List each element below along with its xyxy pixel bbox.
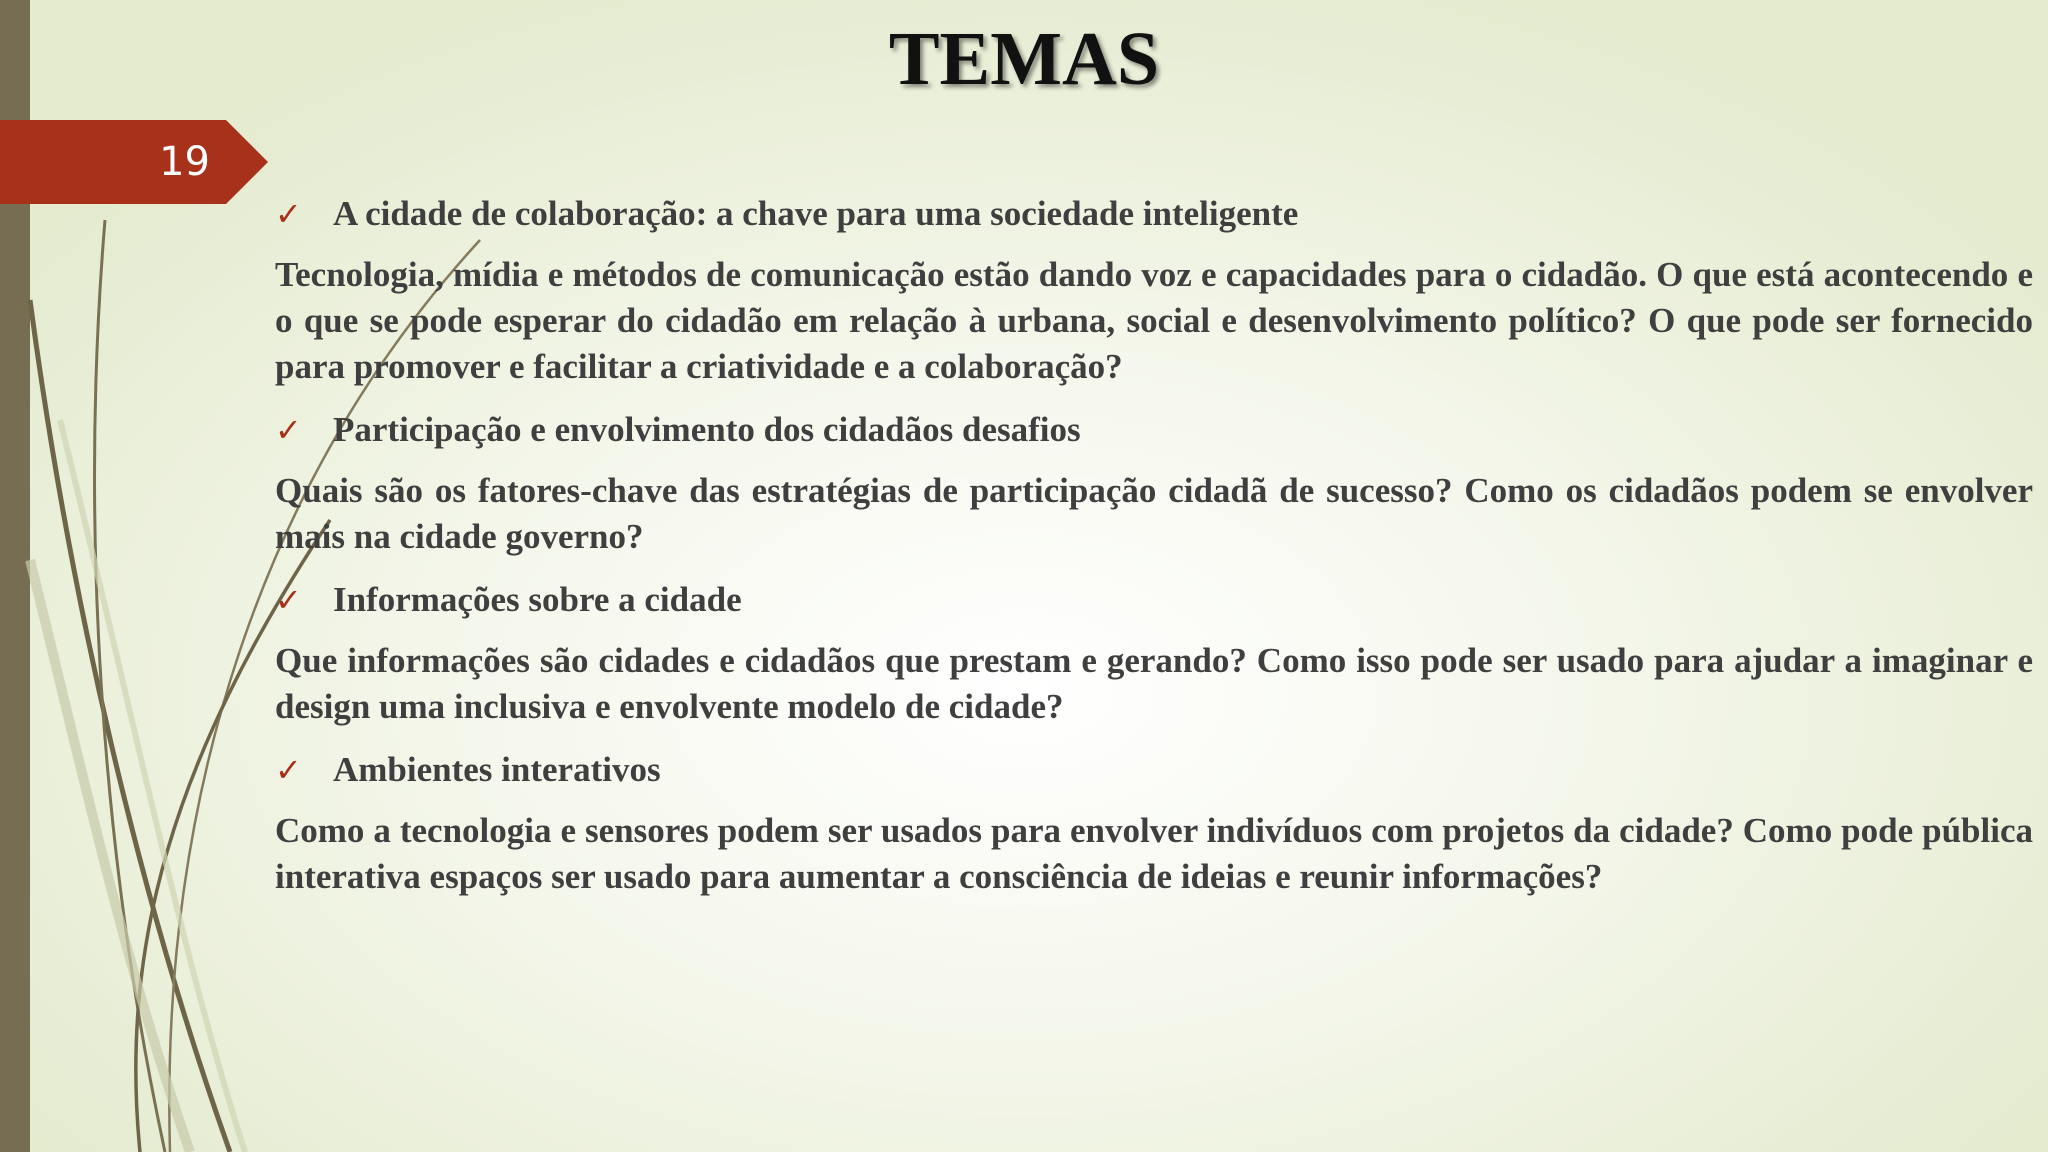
slide-number-tag — [0, 120, 268, 204]
topic-heading-text: Informações sobre a cidade — [333, 580, 742, 619]
topic-heading — [275, 404, 2033, 456]
check-icon: ✓ — [275, 195, 302, 233]
topic-description: Que informações são cidades e cidadãos que prestam e gerando? Como isso pode ser usado para ajudar a imaginar e design uma inclusiva e envolvente modelo de cidade? — [275, 641, 2033, 726]
check-icon: ✓ — [275, 411, 302, 449]
topic-heading-text: Ambientes interativos — [333, 750, 661, 789]
topics-list — [275, 188, 2033, 914]
check-icon: ✓ — [275, 581, 302, 619]
slide-number: 19 — [159, 139, 210, 185]
topic-heading — [275, 188, 2033, 240]
topic-heading-text: Participação e envolvimento dos cidadãos desafios — [333, 410, 1081, 449]
topic-heading — [275, 744, 2033, 796]
topic-description: Quais são os fatores-chave das estratégias de participação cidadã de sucesso? Como os cidadãos podem se envolver mais na cidade governo? — [275, 471, 2033, 556]
topic-heading-text: A cidade de colaboração: a chave para uma sociedade inteligente — [333, 194, 1299, 233]
check-icon: ✓ — [275, 751, 302, 789]
topic-heading — [275, 574, 2033, 626]
topic-description: Como a tecnologia e sensores podem ser usados para envolver indivíduos com projetos da cidade? Como pode pública interativa espaços ser usado para aumentar a consciência de ideias e reunir informações? — [275, 811, 2033, 896]
topic-description: Tecnologia, mídia e métodos de comunicação estão dando voz e capacidades para o cidadão. O que está acontecendo e o que se pode esperar do cidadão em relação à urbana, social e desenvolvimento político? O que pode ser fornecido para promover e facilitar a criatividade e a colaboração? — [275, 255, 2033, 386]
slide-title: TEMAS — [888, 17, 1160, 101]
